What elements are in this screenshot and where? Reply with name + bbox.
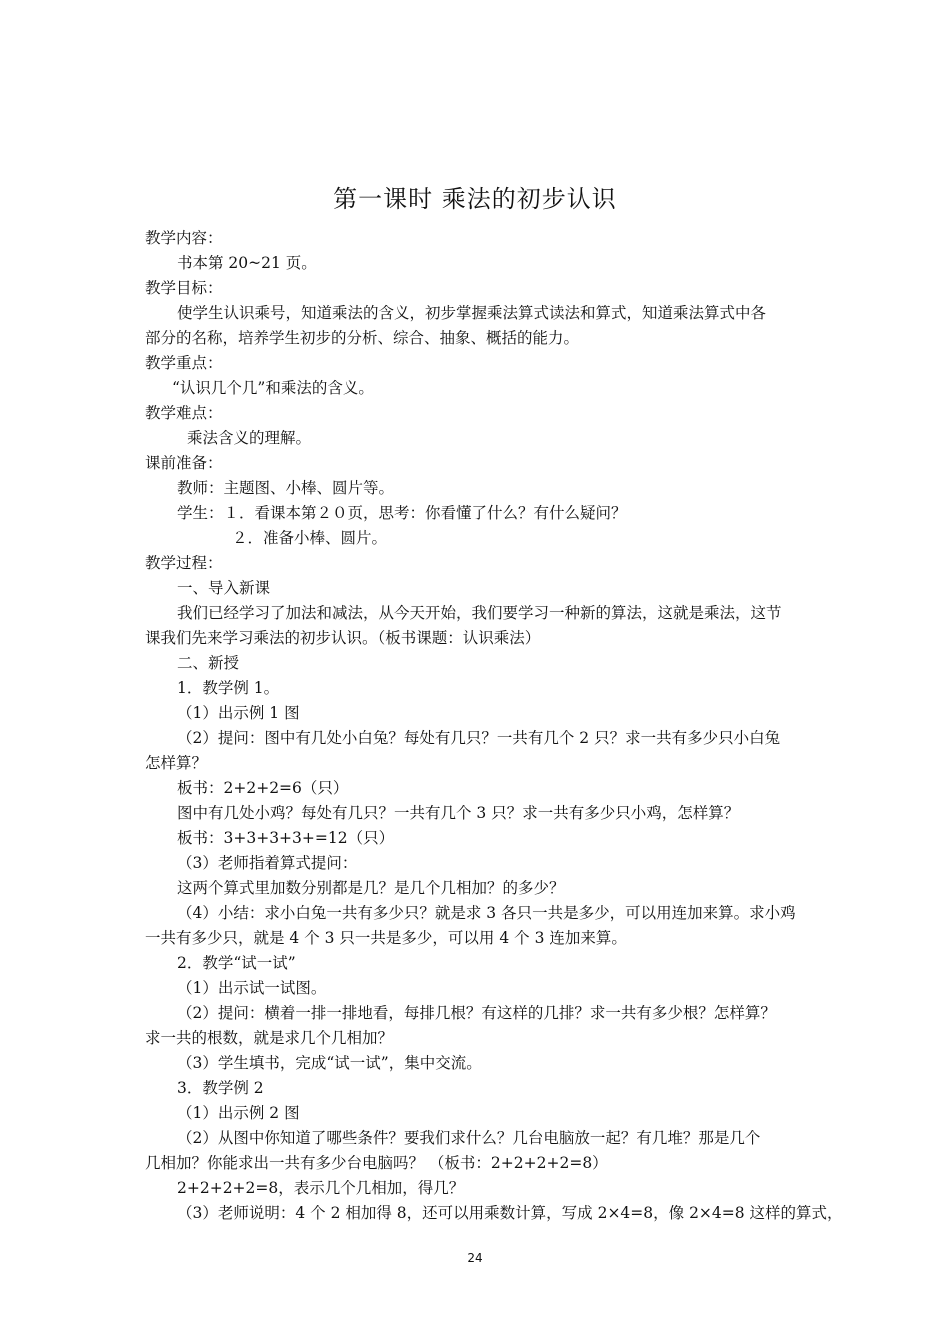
text-line: 教学内容：: [145, 229, 223, 247]
text-line: 一共有多少只，就是 4 个 3 只一共是多少，可以用 4 个 3 连加来算。: [145, 929, 627, 947]
text-line: 书本第 20~21 页。: [177, 254, 317, 272]
text-line: “认识几个几”和乘法的含义。: [172, 379, 374, 397]
text-line: 学生：１．看课本第２０页，思考：你看懂了什么？有什么疑问？: [177, 504, 627, 522]
text-line: 怎样算？: [145, 754, 208, 772]
text-line: （3）老师指着算式提问：: [177, 854, 358, 872]
text-line: （3）学生填书，完成“试一试”，集中交流。: [177, 1054, 482, 1072]
text-line: （2）从图中你知道了哪些条件？要我们求什么？几台电脑放一起？有几堆？那是几个: [177, 1129, 761, 1147]
text-line: （1）出示例 2 图: [177, 1104, 300, 1122]
text-line: 教学难点：: [145, 404, 223, 422]
text-line: 教学目标：: [145, 279, 223, 297]
text-line: 一、导入新课: [177, 579, 271, 597]
text-line: 教学重点：: [145, 354, 223, 372]
page-number: 24: [467, 1251, 483, 1265]
text-line: （1）出示例 1 图: [177, 704, 300, 722]
text-line: 我们已经学习了加法和减法，从今天开始，我们要学习一种新的算法，这就是乘法，这节: [177, 604, 782, 622]
text-line: 2+2+2+2=8，表示几个几相加，得几？: [177, 1179, 465, 1197]
text-line: （3）老师说明：4 个 2 相加得 8，还可以用乘数计算，写成 2×4=8，像 2×4=8 这样的算式，: [177, 1204, 843, 1222]
text-line: 课前准备：: [145, 454, 223, 472]
text-line: 2．教学“试一试”: [177, 954, 296, 972]
text-line: 板书：3+3+3+3+=12（只）: [177, 829, 395, 847]
text-line: 二、新授: [177, 654, 240, 672]
text-line: 1．教学例 1。: [177, 679, 280, 697]
text-line: （2）提问：图中有几处小白兔？每处有几只？一共有几个 2 只？求一共有多少只小白兔: [177, 729, 781, 747]
text-line: 求一共的根数，就是求几个几相加？: [145, 1029, 394, 1047]
text-line: 板书：2+2+2=6（只）: [177, 779, 349, 797]
text-line: （2）提问：横着一排一排地看，每排几根？有这样的几排？求一共有多少根？怎样算？: [177, 1004, 776, 1022]
text-line: 这两个算式里加数分别都是几？是几个几相加？的多少？: [177, 879, 565, 897]
text-line: 图中有几处小鸡？每处有几只？一共有几个 3 只？求一共有多少只小鸡，怎样算？: [177, 804, 740, 822]
text-line: 使学生认识乘号，知道乘法的含义，初步掌握乘法算式读法和算式，知道乘法算式中各: [177, 304, 767, 322]
text-line: 教师：主题图、小棒、圆片等。: [177, 479, 395, 497]
text-line: （4）小结：求小白兔一共有多少只？就是求 3 各只一共是多少，可以用连加来算。求小鸡: [177, 904, 796, 922]
text-line: 教学过程：: [145, 554, 223, 572]
text-line: 乘法含义的理解。: [187, 429, 312, 447]
text-line: 课我们先来学习乘法的初步认识。（板书课题：认识乘法）: [145, 629, 541, 647]
text-line: 几相加？你能求出一共有多少台电脑吗？ （板书：2+2+2+2=8）: [145, 1154, 608, 1172]
text-line: 3．教学例 2: [177, 1079, 264, 1097]
text-line: （1）出示试一试图。: [177, 979, 327, 997]
text-line: ２．准备小棒、圆片。: [232, 529, 388, 547]
page-title: 第一课时 乘法的初步认识: [333, 185, 617, 213]
text-line: 部分的名称，培养学生初步的分析、综合、抽象、概括的能力。: [145, 329, 580, 347]
